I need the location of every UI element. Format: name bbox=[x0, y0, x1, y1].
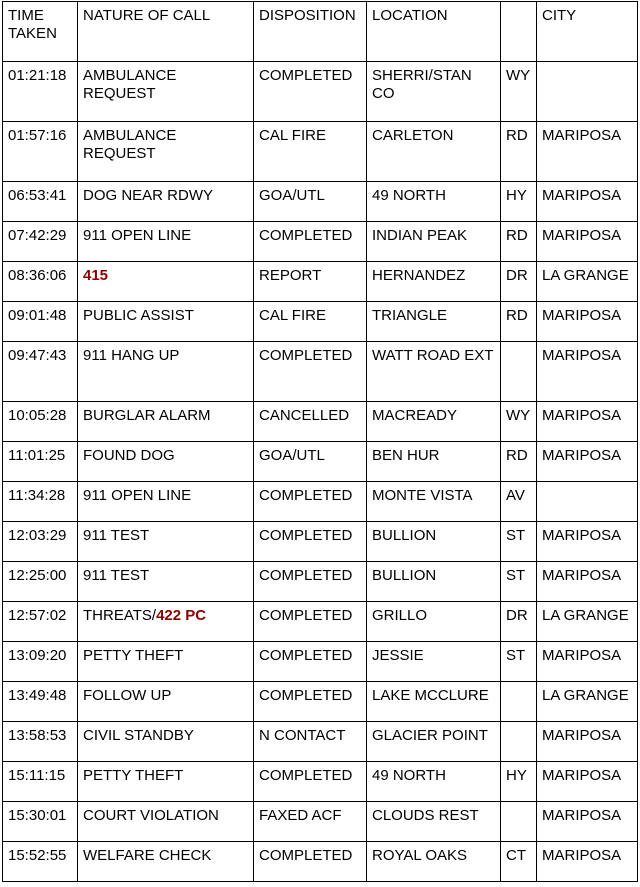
table-row bbox=[3, 122, 638, 182]
time-cell: 13:09:20 bbox=[3, 642, 78, 682]
time-cell: 11:01:25 bbox=[3, 442, 78, 482]
table-row bbox=[3, 682, 638, 722]
header-suffix bbox=[501, 2, 537, 62]
table-row bbox=[3, 182, 638, 222]
city-cell: MARIPOSA bbox=[537, 762, 638, 802]
nature-text: 911 OPEN LINE bbox=[83, 227, 192, 244]
city-cell: MARIPOSA bbox=[537, 802, 638, 842]
nature-cell bbox=[78, 62, 254, 122]
nature-cell bbox=[78, 182, 254, 222]
disposition-cell: COMPLETED bbox=[254, 602, 367, 642]
suffix-cell: ST bbox=[501, 522, 537, 562]
city-cell bbox=[537, 482, 638, 522]
time-cell: 15:11:15 bbox=[3, 762, 78, 802]
nature-cell bbox=[78, 222, 254, 262]
table-row bbox=[3, 642, 638, 682]
suffix-cell: DR bbox=[501, 602, 537, 642]
header-nature-of-call: NATURE OF CALL bbox=[78, 2, 254, 62]
location-cell: BULLION bbox=[367, 522, 501, 562]
table-row bbox=[3, 522, 638, 562]
location-cell: CARLETON bbox=[367, 122, 501, 182]
disposition-cell: COMPLETED bbox=[254, 762, 367, 802]
disposition-cell: CAL FIRE bbox=[254, 302, 367, 342]
table-row bbox=[3, 262, 638, 302]
time-cell: 13:58:53 bbox=[3, 722, 78, 762]
location-cell: JESSIE bbox=[367, 642, 501, 682]
nature-text: PETTY THEFT bbox=[83, 767, 184, 784]
location-cell: LAKE MCCLURE bbox=[367, 682, 501, 722]
nature-text: AMBULANCE REQUEST bbox=[83, 127, 177, 162]
time-cell: 01:21:18 bbox=[3, 62, 78, 122]
city-cell: MARIPOSA bbox=[537, 122, 638, 182]
nature-cell bbox=[78, 802, 254, 842]
disposition-cell: REPORT bbox=[254, 262, 367, 302]
header-city: CITY bbox=[537, 2, 638, 62]
suffix-cell: RD bbox=[501, 122, 537, 182]
city-cell: MARIPOSA bbox=[537, 562, 638, 602]
table-row bbox=[3, 842, 638, 882]
disposition-cell: CAL FIRE bbox=[254, 122, 367, 182]
location-cell: TRIANGLE bbox=[367, 302, 501, 342]
suffix-cell: RD bbox=[501, 442, 537, 482]
header-time-taken: TIME TAKEN bbox=[3, 2, 78, 62]
table-row bbox=[3, 602, 638, 642]
table-row bbox=[3, 62, 638, 122]
table-row bbox=[3, 762, 638, 802]
nature-cell bbox=[78, 562, 254, 602]
location-cell: MONTE VISTA bbox=[367, 482, 501, 522]
location-cell: GLACIER POINT bbox=[367, 722, 501, 762]
suffix-cell: RD bbox=[501, 222, 537, 262]
city-cell bbox=[537, 62, 638, 122]
nature-cell bbox=[78, 442, 254, 482]
disposition-cell: COMPLETED bbox=[254, 522, 367, 562]
location-cell: CLOUDS REST bbox=[367, 802, 501, 842]
disposition-cell: COMPLETED bbox=[254, 482, 367, 522]
disposition-cell: COMPLETED bbox=[254, 842, 367, 882]
suffix-cell: HY bbox=[501, 762, 537, 802]
disposition-cell: N CONTACT bbox=[254, 722, 367, 762]
nature-cell bbox=[78, 482, 254, 522]
location-cell: SHERRI/STAN CO bbox=[367, 62, 501, 122]
nature-cell bbox=[78, 682, 254, 722]
location-cell: 49 NORTH bbox=[367, 762, 501, 802]
call-log-body bbox=[3, 2, 638, 882]
disposition-cell: GOA/UTL bbox=[254, 442, 367, 482]
city-cell: MARIPOSA bbox=[537, 182, 638, 222]
nature-cell bbox=[78, 642, 254, 682]
table-row bbox=[3, 442, 638, 482]
disposition-cell: COMPLETED bbox=[254, 682, 367, 722]
city-cell: MARIPOSA bbox=[537, 722, 638, 762]
nature-text: PETTY THEFT bbox=[83, 647, 184, 664]
suffix-cell: ST bbox=[501, 642, 537, 682]
table-row bbox=[3, 722, 638, 762]
nature-highlight-text: 415 bbox=[83, 267, 109, 284]
suffix-cell bbox=[501, 722, 537, 762]
disposition-cell: COMPLETED bbox=[254, 62, 367, 122]
time-cell: 15:30:01 bbox=[3, 802, 78, 842]
nature-cell bbox=[78, 762, 254, 802]
city-cell: MARIPOSA bbox=[537, 222, 638, 262]
nature-text: WELFARE CHECK bbox=[83, 847, 212, 864]
nature-text: CIVIL STANDBY bbox=[83, 727, 194, 744]
city-cell: LA GRANGE bbox=[537, 682, 638, 722]
disposition-cell: COMPLETED bbox=[254, 222, 367, 262]
suffix-cell bbox=[501, 802, 537, 842]
disposition-cell: COMPLETED bbox=[254, 342, 367, 402]
nature-text: PUBLIC ASSIST bbox=[83, 307, 194, 324]
header-location: LOCATION bbox=[367, 2, 501, 62]
time-cell: 12:03:29 bbox=[3, 522, 78, 562]
city-cell: MARIPOSA bbox=[537, 842, 638, 882]
nature-text: 911 HANG UP bbox=[83, 347, 180, 364]
table-row bbox=[3, 562, 638, 602]
location-cell: BEN HUR bbox=[367, 442, 501, 482]
nature-cell bbox=[78, 722, 254, 762]
time-cell: 01:57:16 bbox=[3, 122, 78, 182]
disposition-cell: FAXED ACF bbox=[254, 802, 367, 842]
location-cell: BULLION bbox=[367, 562, 501, 602]
header-row bbox=[3, 2, 638, 62]
table-row bbox=[3, 342, 638, 402]
time-cell: 12:57:02 bbox=[3, 602, 78, 642]
city-cell: MARIPOSA bbox=[537, 342, 638, 402]
suffix-cell: DR bbox=[501, 262, 537, 302]
time-cell: 06:53:41 bbox=[3, 182, 78, 222]
disposition-cell: GOA/UTL bbox=[254, 182, 367, 222]
city-cell: LA GRANGE bbox=[537, 262, 638, 302]
nature-text: AMBULANCE REQUEST bbox=[83, 67, 177, 102]
suffix-cell: WY bbox=[501, 62, 537, 122]
disposition-cell: COMPLETED bbox=[254, 642, 367, 682]
nature-text: 911 OPEN LINE bbox=[83, 487, 192, 504]
time-cell: 10:05:28 bbox=[3, 402, 78, 442]
suffix-cell bbox=[501, 342, 537, 402]
location-cell: GRILLO bbox=[367, 602, 501, 642]
call-log-table bbox=[2, 1, 638, 882]
nature-cell bbox=[78, 602, 254, 642]
location-cell: MACREADY bbox=[367, 402, 501, 442]
time-cell: 08:36:06 bbox=[3, 262, 78, 302]
nature-text: DOG NEAR RDWY bbox=[83, 187, 214, 204]
suffix-cell: ST bbox=[501, 562, 537, 602]
nature-text: THREATS/ bbox=[83, 607, 157, 624]
suffix-cell: CT bbox=[501, 842, 537, 882]
time-cell: 15:52:55 bbox=[3, 842, 78, 882]
disposition-cell: COMPLETED bbox=[254, 562, 367, 602]
nature-cell bbox=[78, 122, 254, 182]
location-cell: HERNANDEZ bbox=[367, 262, 501, 302]
city-cell: MARIPOSA bbox=[537, 642, 638, 682]
location-cell: INDIAN PEAK bbox=[367, 222, 501, 262]
nature-cell bbox=[78, 842, 254, 882]
time-cell: 09:01:48 bbox=[3, 302, 78, 342]
header-disposition: DISPOSITION bbox=[254, 2, 367, 62]
nature-text: COURT VIOLATION bbox=[83, 807, 219, 824]
city-cell: MARIPOSA bbox=[537, 302, 638, 342]
nature-cell bbox=[78, 522, 254, 562]
city-cell: MARIPOSA bbox=[537, 402, 638, 442]
suffix-cell: RD bbox=[501, 302, 537, 342]
nature-text: BURGLAR ALARM bbox=[83, 407, 211, 424]
nature-cell bbox=[78, 262, 254, 302]
table-row bbox=[3, 482, 638, 522]
table-row bbox=[3, 802, 638, 842]
nature-highlight-text: 422 PC bbox=[156, 607, 207, 624]
time-cell: 11:34:28 bbox=[3, 482, 78, 522]
nature-cell bbox=[78, 402, 254, 442]
time-cell: 07:42:29 bbox=[3, 222, 78, 262]
city-cell: LA GRANGE bbox=[537, 602, 638, 642]
nature-cell bbox=[78, 302, 254, 342]
table-row bbox=[3, 302, 638, 342]
nature-text: FOLLOW UP bbox=[83, 687, 172, 704]
location-cell: WATT ROAD EXT bbox=[367, 342, 501, 402]
suffix-cell: AV bbox=[501, 482, 537, 522]
suffix-cell: HY bbox=[501, 182, 537, 222]
time-cell: 09:47:43 bbox=[3, 342, 78, 402]
location-cell: 49 NORTH bbox=[367, 182, 501, 222]
city-cell: MARIPOSA bbox=[537, 442, 638, 482]
table-row bbox=[3, 402, 638, 442]
nature-text: 911 TEST bbox=[83, 567, 150, 584]
location-cell: ROYAL OAKS bbox=[367, 842, 501, 882]
table-row bbox=[3, 222, 638, 262]
nature-text: 911 TEST bbox=[83, 527, 150, 544]
disposition-cell: CANCELLED bbox=[254, 402, 367, 442]
suffix-cell bbox=[501, 682, 537, 722]
time-cell: 13:49:48 bbox=[3, 682, 78, 722]
nature-cell bbox=[78, 342, 254, 402]
nature-text: FOUND DOG bbox=[83, 447, 175, 464]
time-cell: 12:25:00 bbox=[3, 562, 78, 602]
city-cell: MARIPOSA bbox=[537, 522, 638, 562]
suffix-cell: WY bbox=[501, 402, 537, 442]
